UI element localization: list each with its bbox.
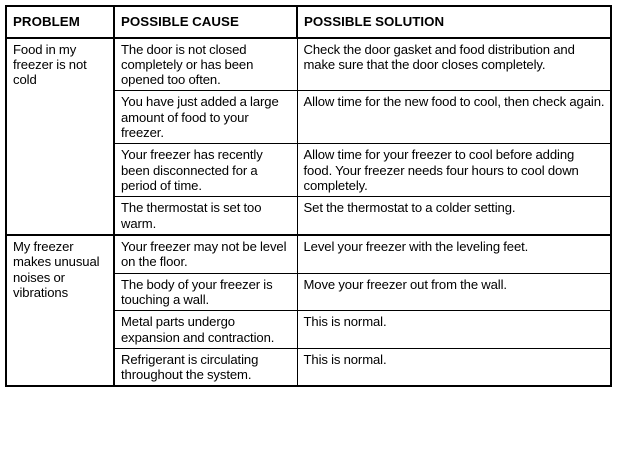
- troubleshooting-table: [5, 5, 612, 387]
- possible-cause-cell: You have just added a large amount of food to your freezer.: [114, 91, 297, 144]
- possible-cause-cell: Your freezer has recently been disconnected for a period of time.: [114, 144, 297, 197]
- possible-cause-cell: Your freezer may not be level on the floor.: [114, 235, 297, 273]
- column-header-problem: PROBLEM: [6, 6, 114, 38]
- possible-cause-cell: The body of your freezer is touching a wall.: [114, 273, 297, 311]
- problem-cell: Food in my freezer is not cold: [6, 38, 114, 235]
- table-body: [6, 38, 611, 387]
- possible-solution-cell: This is normal.: [297, 311, 611, 349]
- possible-solution-cell: Allow time for your freezer to cool before adding food. Your freezer needs four hours to cool down completely.: [297, 144, 611, 197]
- column-header-possible-solution: POSSIBLE SOLUTION: [297, 6, 611, 38]
- possible-solution-cell: Check the door gasket and food distribution and make sure that the door closes completely.: [303, 41, 575, 72]
- table-row: [6, 235, 611, 273]
- possible-cause-cell: The thermostat is set too warm.: [114, 197, 297, 235]
- column-header-possible-cause: POSSIBLE CAUSE: [114, 6, 297, 38]
- possible-solution-cell: Level your freezer with the leveling feet.: [297, 235, 611, 273]
- possible-cause-cell: Refrigerant is circulating throughout the system.: [114, 348, 297, 386]
- table-row: [6, 38, 611, 91]
- possible-solution-cell: Set the thermostat to a colder setting.: [297, 197, 611, 235]
- possible-solution-cell: This is normal.: [297, 348, 611, 386]
- header-row: [6, 6, 611, 38]
- problem-cell: My freezer makes unusual noises or vibrations: [6, 235, 114, 387]
- table-header: [6, 6, 611, 38]
- possible-cause-cell: The door is not closed completely or has been opened too often.: [114, 38, 297, 91]
- possible-solution-cell: Allow time for the new food to cool, then check again.: [297, 91, 611, 144]
- possible-solution-cell: Move your freezer out from the wall.: [297, 273, 611, 311]
- possible-cause-cell: Metal parts undergo expansion and contraction.: [114, 311, 297, 349]
